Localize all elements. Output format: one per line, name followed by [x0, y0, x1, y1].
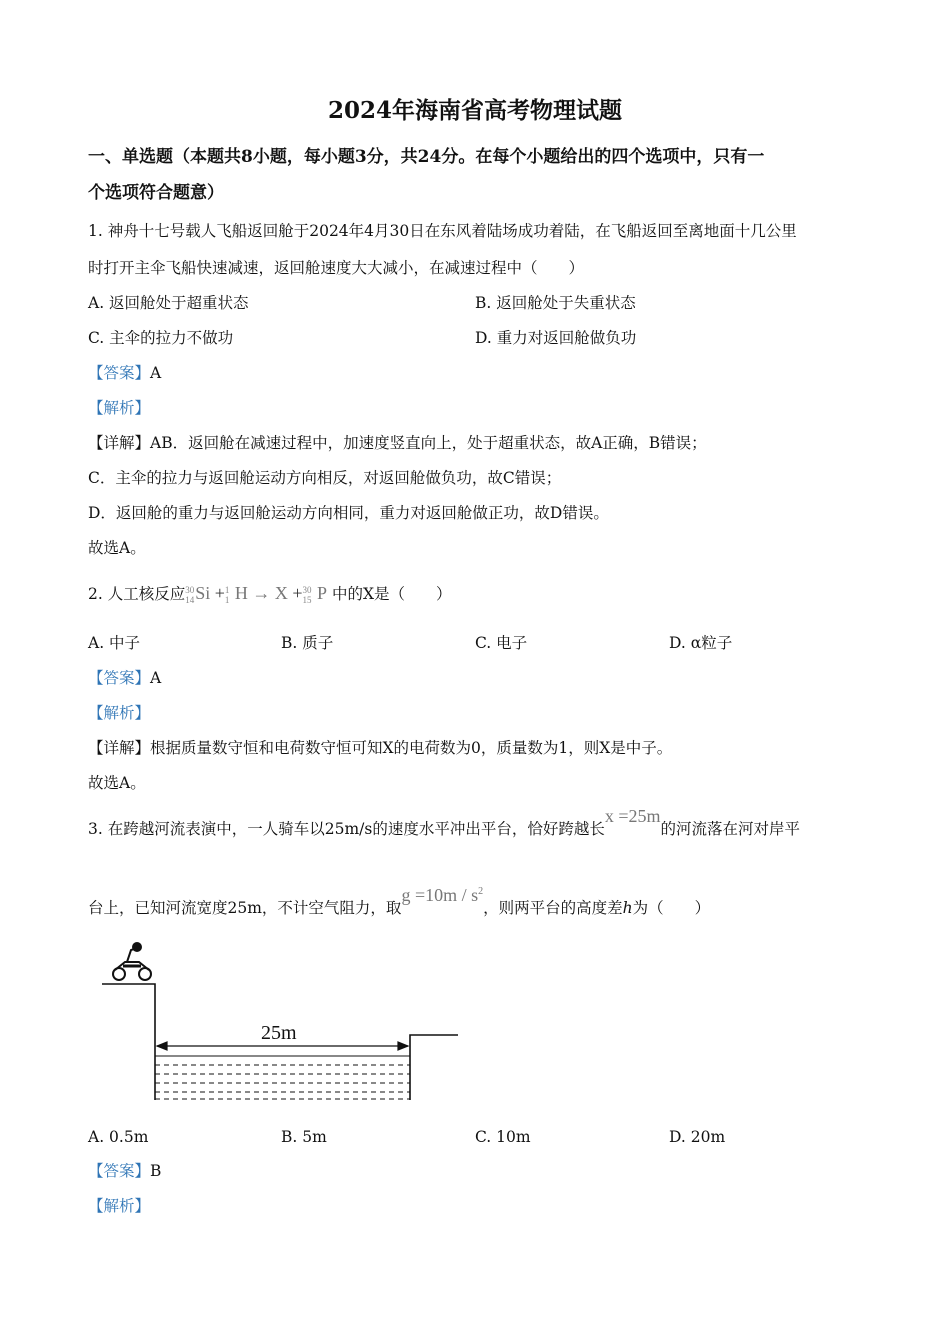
- detail-label: 【详解】: [88, 434, 151, 452]
- q2-answer: [88, 668, 161, 688]
- q1-answer: [88, 363, 161, 383]
- q2-conclusion: 故选A。: [88, 774, 146, 792]
- left-platform: [102, 984, 155, 1100]
- x-symbol: X: [274, 583, 288, 603]
- q3-stem-line2-mid: ，则两平台的高度差: [483, 899, 623, 917]
- q3-x-math: x =25m: [604, 806, 661, 826]
- q2-option-d: D. α粒子: [669, 634, 733, 652]
- q3-h-variable: h: [622, 899, 633, 917]
- q2-stem-suffix: 中的X是（ ）: [332, 585, 452, 603]
- q1-detail-line2: C．主伞的拉力与返回舱运动方向相反，对返回舱做负功，故C错误；: [88, 469, 562, 487]
- q3-river-figure: [95, 940, 465, 1105]
- q1-option-c: C. 主伞的拉力不做功: [88, 329, 234, 347]
- q2-analysis-label: 【解析】: [88, 704, 151, 722]
- q1-option-a: A. 返回舱处于超重状态: [88, 294, 249, 312]
- h-mass-charge: 1 1: [224, 584, 230, 605]
- q2-stem: [88, 576, 452, 610]
- q3-option-b: B. 5m: [281, 1128, 327, 1146]
- q3-stem-line2-prefix: 台上，已知河流宽度25m，不计空气阻力，取: [88, 899, 402, 917]
- answer-label: 【答案】: [88, 1162, 151, 1180]
- q2-option-b: B. 质子: [281, 634, 334, 652]
- section-heading-line2: 个选项符合题意）: [88, 183, 224, 203]
- plus-sign: +: [214, 583, 225, 603]
- q3-answer-value: B: [150, 1162, 162, 1180]
- q3-stem-line2-suffix: 为（ ）: [632, 899, 711, 917]
- q3-g-math: $g =10m / s^2$: [401, 885, 484, 905]
- q1-analysis-label: 【解析】: [88, 399, 151, 417]
- q3-analysis-label: 【解析】: [88, 1197, 151, 1215]
- si-mass-charge: 30 14: [185, 584, 195, 605]
- q3-option-c: C. 10m: [475, 1128, 531, 1146]
- q3-stem-line1: [88, 806, 800, 840]
- q2-detail-line1: [88, 738, 672, 758]
- h-symbol: H: [234, 583, 248, 603]
- motorcycle-rider-icon: [113, 942, 151, 980]
- q1-stem-line2: 时打开主伞飞船快速减速，返回舱速度大大减小，在减速过程中（ ）: [88, 259, 585, 277]
- q2-answer-value: A: [150, 669, 162, 687]
- q3-answer: [88, 1161, 161, 1181]
- q1-detail-line3: D．返回舱的重力与返回舱运动方向相同，重力对返回舱做正功，故D错误。: [88, 504, 609, 522]
- q3-stem-line1-suffix: 的河流落在河对岸平: [660, 820, 800, 838]
- q2-option-a: A. 中子: [88, 634, 141, 652]
- q1-option-d: D. 重力对返回舱做负功: [475, 329, 637, 347]
- q3-stem-line2: [88, 880, 711, 917]
- page-title: 2024年海南省高考物理试题: [327, 97, 622, 124]
- q2-option-c: C. 电子: [475, 634, 528, 652]
- river-water: [155, 1056, 410, 1099]
- q2-stem-prefix: 2. 人工核反应: [88, 585, 186, 603]
- q3-stem-line1-prefix: 3. 在跨越河流表演中，一人骑车以25m/s的速度水平冲出平台，恰好跨越长: [88, 820, 605, 838]
- si-symbol: Si: [195, 583, 211, 603]
- q1-stem-line1: 1. 神舟十七号载人飞船返回舱于2024年4月30日在东风着陆场成功着陆，在飞船返回至离地面十几公里: [88, 222, 797, 240]
- q3-option-d: D. 20m: [669, 1128, 726, 1146]
- q1-option-b: B. 返回舱处于失重状态: [475, 294, 636, 312]
- p-mass-charge: 30 15: [302, 584, 312, 605]
- right-platform: [410, 1035, 458, 1100]
- answer-label: 【答案】: [88, 364, 151, 382]
- arrow-symbol: →: [252, 583, 271, 603]
- p-symbol: P: [317, 583, 328, 603]
- width-label: 25m: [261, 1022, 297, 1044]
- section-heading-line1: 一、单选题（本题共8小题，每小题3分，共24分。在每个小题给出的四个选项中，只有一: [88, 147, 765, 167]
- q1-answer-value: A: [150, 364, 162, 382]
- q1-detail-text1: AB．返回舱在减速过程中，加速度竖直向上，处于超重状态，故A正确，B错误；: [150, 434, 707, 452]
- q1-conclusion: 故选A。: [88, 539, 146, 557]
- q1-detail-line1: [88, 433, 707, 453]
- answer-label: 【答案】: [88, 669, 151, 687]
- plus-sign-2: +: [292, 583, 303, 603]
- detail-label: 【详解】: [88, 739, 151, 757]
- q2-detail-text1: 根据质量数守恒和电荷数守恒可知X的电荷数为0，质量数为1，则X是中子。: [150, 739, 673, 757]
- q3-option-a: A. 0.5m: [88, 1128, 149, 1146]
- nuclear-equation: [185, 583, 327, 603]
